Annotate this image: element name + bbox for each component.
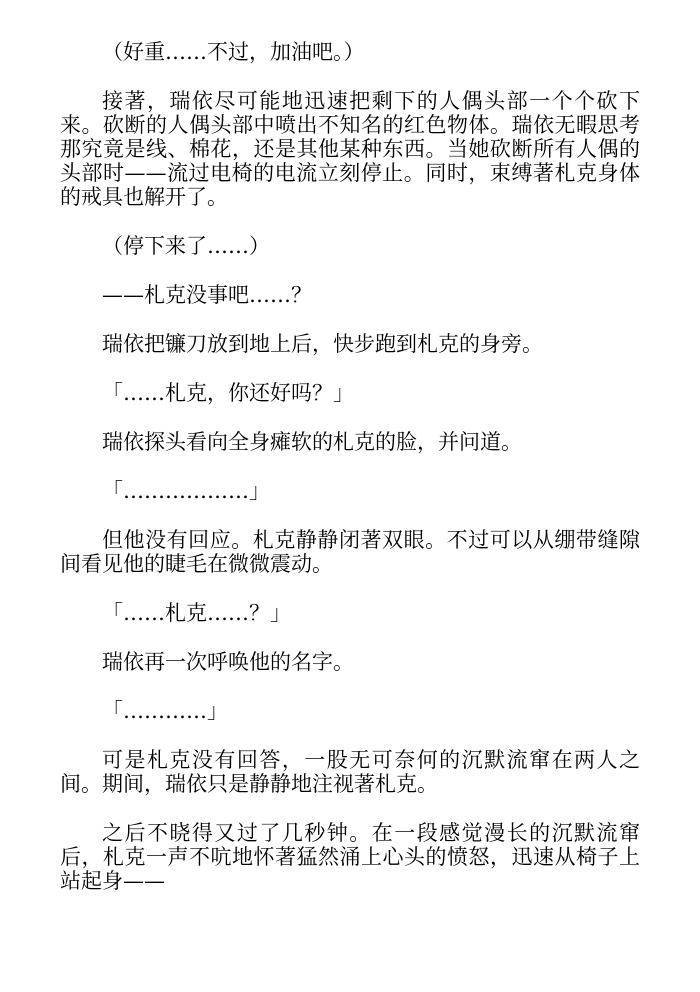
paragraph-cutting-heads: 接著，瑞依尽可能地迅速把剩下的人偶头部一个个砍下来。砍断的人偶头部中喷出不知名的红色物体。瑞依无暇思考那究竟是线、棉花，还是其他某种东西。当她砍断所有人偶的头部时——流过电椅的电流立刻停止。同时，束缚著札克身体的戒具也解开了。 bbox=[60, 89, 640, 209]
paragraph-dialogue-are-you-ok: 「……札克，你还好吗？」 bbox=[102, 381, 354, 405]
paragraph-thought-heavy: （好重……不过，加油吧。） bbox=[102, 40, 365, 64]
paragraph-runs-to-zack: 瑞依把镰刀放到地上后，快步跑到札克的身旁。 bbox=[102, 332, 543, 356]
paragraph-zack-stands-up: 之后不晓得又过了几秒钟。在一段感觉漫长的沉默流窜后，札克一声不吭地怀著猛然涌上心头的愤怒，迅速从椅子上站起身—— bbox=[60, 821, 640, 893]
paragraph-dialogue-silence-short: 「…………」 bbox=[102, 699, 228, 723]
paragraph-dialogue-silence-long: 「………………」 bbox=[102, 479, 270, 503]
paragraph-dialogue-zack-question: 「……札克……？」 bbox=[102, 601, 291, 625]
paragraph-calls-again: 瑞依再一次呼唤他的名字。 bbox=[102, 650, 354, 674]
paragraph-is-zack-ok: ——札克没事吧……？ bbox=[102, 283, 312, 307]
novel-page bbox=[60, 40, 640, 918]
paragraph-no-response: 但他没有回应。札克静静闭著双眼。不过可以从绷带缝隙间看见他的睫毛在微微震动。 bbox=[60, 528, 640, 576]
paragraph-no-answer: 可是札克没有回答，一股无可奈何的沉默流窜在两人之间。期间，瑞依只是静静地注视著札克。 bbox=[60, 748, 640, 796]
paragraph-looks-at-face: 瑞依探头看向全身瘫软的札克的脸，并问道。 bbox=[102, 430, 522, 454]
paragraph-thought-stopped: （停下来了……） bbox=[102, 234, 270, 258]
